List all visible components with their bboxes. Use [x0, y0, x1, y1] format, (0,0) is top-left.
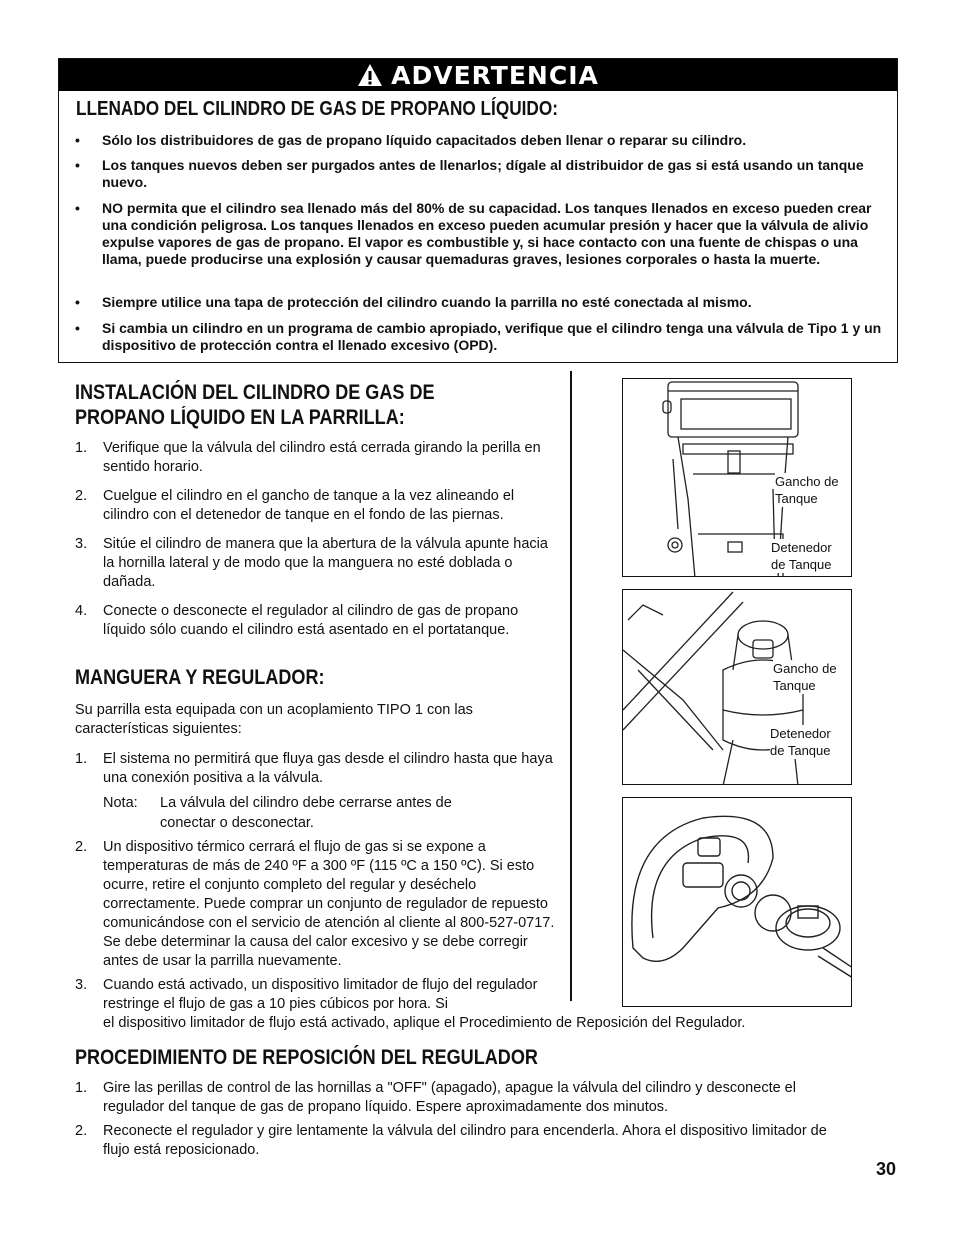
callout-line: Detenedor	[771, 540, 832, 555]
step-number: 1.	[75, 440, 88, 456]
install-step	[75, 602, 557, 640]
step-text: Un dispositivo térmico cerrará el flujo de gas si se expone a temperaturas de más de 240 ºF a 300 ºF (115 ºC a 150 ºC). Si esto ocurre, retire el conjunto completo del regular y deséchelo correctamente. Puede comprar un conjunto de regulador de repuesto comunicándose con el servicio de atención al cliente al 800-527-0717. Se debe determinar la causa del calor excesivo y se debe corregir antes de usar la parrilla nuevamente.	[103, 839, 555, 969]
step-text: Reconecte el regulador y gire lentamente la válvula del cilindro para encenderla. Ahora el dispositivo limitador de flujo está reposicionado.	[103, 1123, 827, 1158]
warning-bullet-text: Sólo los distribuidores de gas de propano líquido capacitados deben llenar o reparar su cilindro.	[102, 132, 747, 148]
callout-line: Tanque	[775, 491, 818, 506]
step-number: 1.	[75, 751, 88, 767]
callout-tank-hook	[775, 473, 839, 507]
note-label: Nota:	[103, 795, 138, 811]
step-number: 2.	[75, 839, 88, 855]
warning-triangle-icon	[357, 63, 383, 87]
step-number: 3.	[75, 536, 88, 552]
reset-heading: PROCEDIMIENTO DE REPOSICIÓN DEL REGULADOR	[75, 1046, 538, 1069]
page-number: 30	[875, 1159, 896, 1179]
install-step	[75, 487, 557, 525]
step-text: Gire las perillas de control de las hornillas a "OFF" (apagado), apague la válvula del cilindro y desconecte el regulador del tanque de gas de propano líquido. Espere aproximadamente dos minutos.	[103, 1080, 796, 1115]
hose-step3-continuation: el dispositivo limitador de flujo está activado, aplique el Procedimiento de Reposición del Regulador.	[103, 1015, 746, 1031]
step-number: 4.	[75, 603, 88, 619]
note-text: La válvula del cilindro debe cerrarse antes de conectar o desconectar.	[160, 795, 452, 831]
reset-step	[75, 1122, 855, 1160]
install-heading-line2: PROPANO LÍQUIDO EN LA PARRILLA:	[75, 406, 405, 429]
install-step	[75, 439, 557, 477]
callout-tank-hook	[773, 660, 837, 694]
step-text: Sitúe el cilindro de manera que la abertura de la válvula apunte hacia la hornilla lateral y de modo que la manguera no esté doblada o dañada.	[103, 536, 548, 590]
step-number: 2.	[75, 1123, 88, 1139]
warning-box	[58, 58, 898, 363]
hose-step	[75, 976, 557, 1014]
figure-grill-tank-hook	[622, 378, 852, 577]
hose-heading: MANGUERA Y REGULADOR:	[75, 666, 325, 689]
warning-bullet-text: Los tanques nuevos deben ser purgados antes de llenarlos; dígale al distribuidor de gas si está usando un tanque nuevo.	[102, 157, 864, 190]
column-divider	[570, 371, 572, 1001]
bullet-marker: •	[75, 200, 80, 216]
warning-bullet	[75, 320, 892, 354]
callout-tank-stop	[771, 539, 832, 573]
warning-bullet-text: NO permita que el cilindro sea llenado más del 80% de su capacidad. Los tanques llenados en exceso pueden crear una condición peligrosa. Los tanques llenados en exceso pueden acumular presión y hacer que la válvula de alivio expulse vapores de gas de propano. El vapor es combustible y, si hace contacto con una fuente de chispas o una llama, puede producirse una explosión y causar quemaduras graves, lesiones corporales o hasta la muerte.	[102, 200, 872, 267]
warning-heading: LLENADO DEL CILINDRO DE GAS DE PROPANO LÍQUIDO:	[76, 98, 558, 120]
callout-line: Gancho de	[773, 661, 837, 676]
warning-bullet	[75, 132, 892, 149]
install-step	[75, 535, 557, 592]
callout-tank-stop	[770, 725, 831, 759]
warning-title: ADVERTENCIA	[391, 60, 599, 90]
bullet-marker: •	[75, 320, 80, 336]
warning-bullet-text: Si cambia un cilindro en un programa de cambio apropiado, verifique que el cilindro tenga una válvula de Tipo 1 y un dispositivo de protección contra el llenado excesivo (OPD).	[102, 320, 882, 353]
callout-line: Tanque	[773, 678, 816, 693]
callout-line: de Tanque	[770, 743, 831, 758]
callout-line: Detenedor	[770, 726, 831, 741]
step-number: 2.	[75, 488, 88, 504]
step-text: Cuelgue el cilindro en el gancho de tanque a la vez alineando el cilindro con el detenedor de tanque en el fondo de las piernas.	[103, 488, 515, 523]
warning-bullet	[75, 294, 892, 311]
reset-step	[75, 1079, 855, 1117]
bullet-marker: •	[75, 157, 80, 173]
warning-bullet-text: Siempre utilice una tapa de protección del cilindro cuando la parrilla no esté conectada al mismo.	[102, 294, 752, 310]
callout-line: Gancho de	[775, 474, 839, 489]
step-text: Cuando está activado, un dispositivo limitador de flujo del regulador restringe el flujo de gas a 10 pies cúbicos por hora. Si	[103, 977, 538, 1012]
step-text: Conecte o desconecte el regulador al cilindro de gas de propano líquido sólo cuando el cilindro está asentado en el portatanque.	[103, 603, 519, 638]
hose-step	[75, 838, 557, 971]
step-number: 1.	[75, 1080, 88, 1096]
warning-bullet	[75, 157, 892, 191]
step-text: Verifique que la válvula del cilindro está cerrada girando la perilla en sentido horario.	[103, 440, 541, 475]
bullet-marker: •	[75, 132, 80, 148]
install-heading-line1: INSTALACIÓN DEL CILINDRO DE GAS DE	[75, 381, 435, 404]
figure-cylinder-mounted	[622, 589, 852, 785]
hose-step	[75, 750, 557, 788]
bullet-marker: •	[75, 294, 80, 310]
step-text: El sistema no permitirá que fluya gas desde el cilindro hasta que haya una conexión positiva a la válvula.	[103, 751, 553, 786]
regulator-valve-illustration	[623, 798, 852, 1007]
step-number: 3.	[75, 977, 88, 993]
hose-intro: Su parrilla esta equipada con un acoplamiento TIPO 1 con las características siguientes:	[75, 702, 473, 737]
warning-banner	[59, 59, 897, 91]
callout-line: de Tanque	[771, 557, 832, 572]
warning-bullet	[75, 200, 892, 268]
figure-regulator-connection	[622, 797, 852, 1007]
